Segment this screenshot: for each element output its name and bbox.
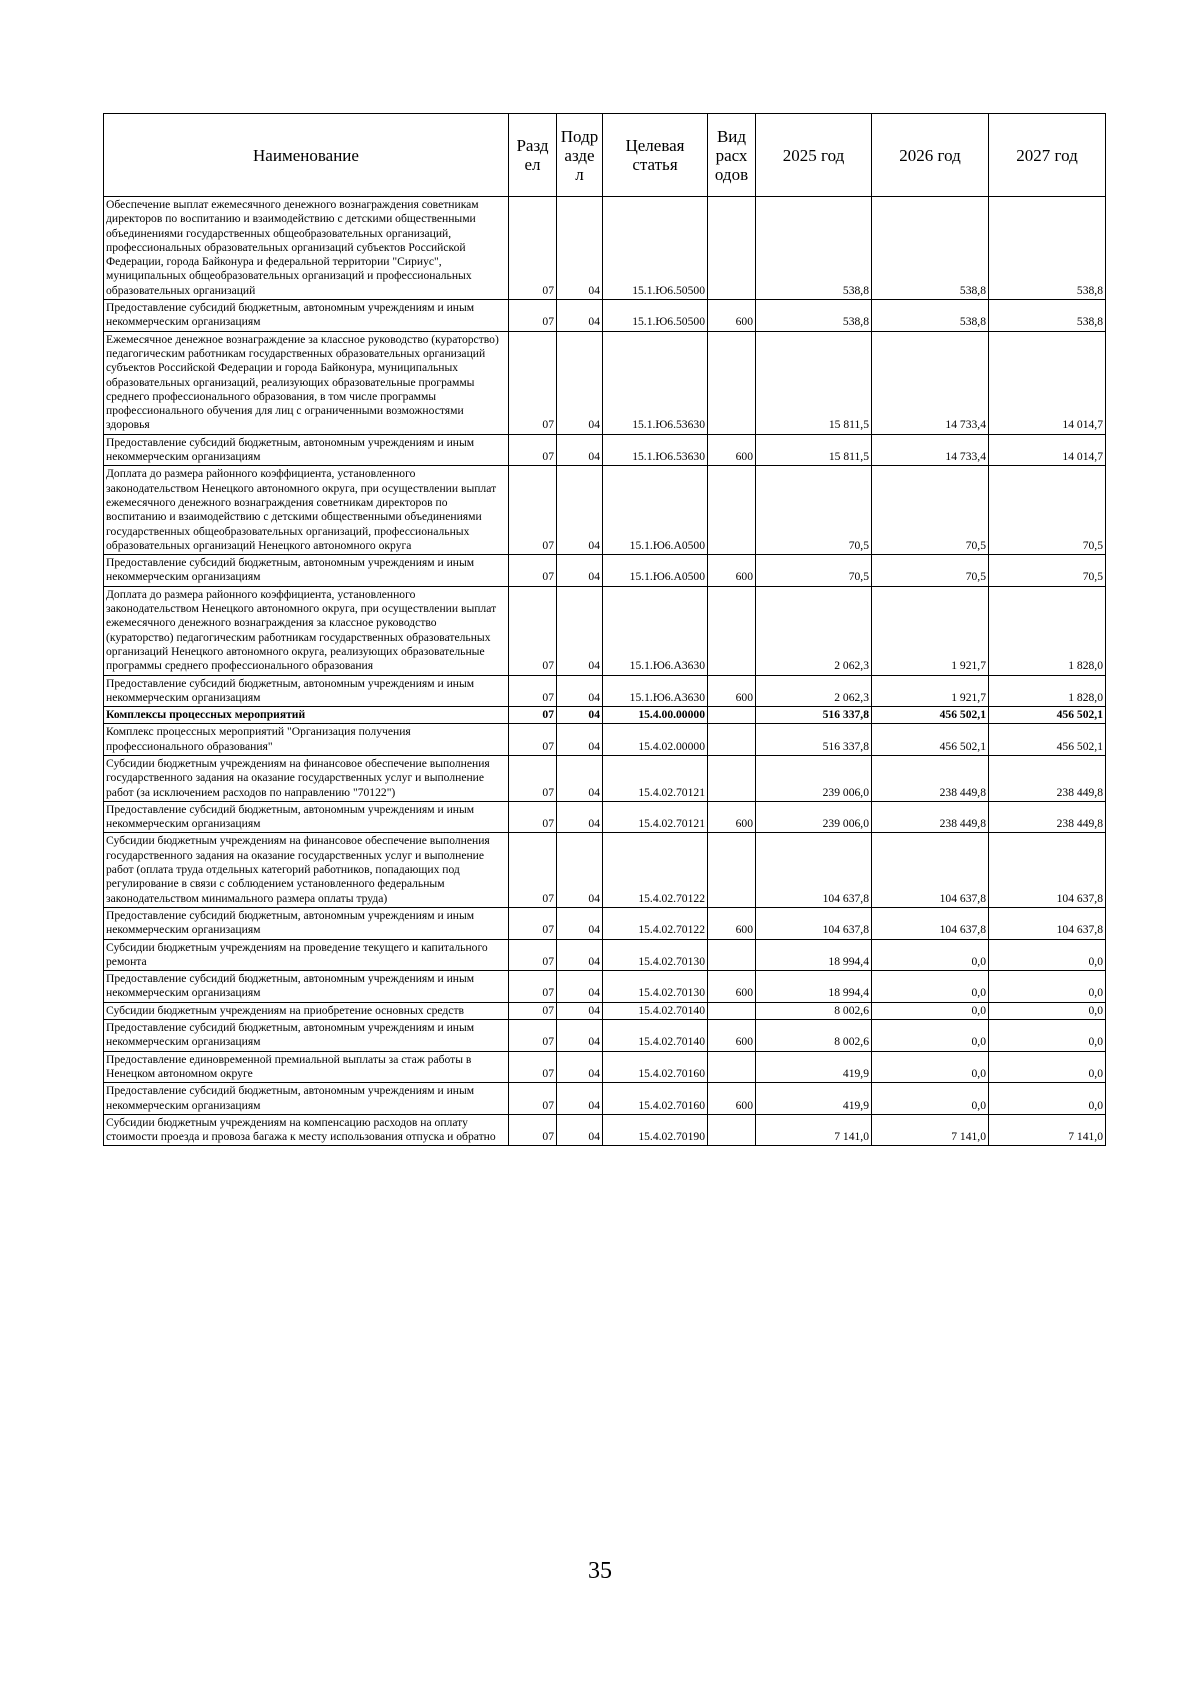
- cell-target: 15.1.Ю6.А3630: [603, 675, 708, 707]
- cell-target: 15.1.Ю6.50500: [603, 300, 708, 332]
- cell-section: 07: [509, 586, 557, 675]
- cell-2025: 70,5: [756, 466, 872, 555]
- cell-section: 07: [509, 1002, 557, 1019]
- cell-name: Предоставление субсидий бюджетным, автономным учреждениям и иным некоммерческим организациям: [104, 1083, 509, 1115]
- table-row: [104, 907, 1106, 939]
- cell-subsection: 04: [557, 1002, 603, 1019]
- cell-name: Предоставление субсидий бюджетным, автономным учреждениям и иным некоммерческим организациям: [104, 971, 509, 1003]
- cell-2026: 0,0: [872, 1083, 989, 1115]
- cell-kind: 600: [708, 300, 756, 332]
- cell-section: 07: [509, 755, 557, 801]
- cell-name: Предоставление субсидий бюджетным, автономным учреждениям и иным некоммерческим организациям: [104, 555, 509, 587]
- cell-2025: 8 002,6: [756, 1020, 872, 1052]
- table-row: [104, 801, 1106, 833]
- cell-subsection: 04: [557, 971, 603, 1003]
- cell-kind: [708, 1114, 756, 1146]
- table-row: [104, 971, 1106, 1003]
- cell-2026: 7 141,0: [872, 1114, 989, 1146]
- cell-section: 07: [509, 707, 557, 724]
- table-row: [104, 1083, 1106, 1115]
- cell-subsection: 04: [557, 801, 603, 833]
- cell-2027: 0,0: [989, 1020, 1106, 1052]
- cell-2025: 15 811,5: [756, 331, 872, 434]
- cell-2025: 419,9: [756, 1083, 872, 1115]
- cell-subsection: 04: [557, 1083, 603, 1115]
- cell-2025: 239 006,0: [756, 801, 872, 833]
- cell-subsection: 04: [557, 1020, 603, 1052]
- cell-2025: 104 637,8: [756, 833, 872, 907]
- cell-2027: 0,0: [989, 1002, 1106, 1019]
- cell-name: Предоставление субсидий бюджетным, автономным учреждениям и иным некоммерческим организациям: [104, 675, 509, 707]
- cell-subsection: 04: [557, 331, 603, 434]
- cell-section: 07: [509, 801, 557, 833]
- cell-kind: 600: [708, 434, 756, 466]
- cell-subsection: 04: [557, 555, 603, 587]
- table-row: [104, 1114, 1106, 1146]
- cell-section: 07: [509, 833, 557, 907]
- cell-2027: 456 502,1: [989, 724, 1106, 756]
- cell-kind: [708, 724, 756, 756]
- cell-target: 15.4.02.70140: [603, 1020, 708, 1052]
- table-row: [104, 1020, 1106, 1052]
- cell-2025: 538,8: [756, 300, 872, 332]
- cell-target: 15.4.02.70160: [603, 1051, 708, 1083]
- cell-target: 15.4.02.70130: [603, 939, 708, 971]
- cell-2025: 538,8: [756, 197, 872, 300]
- cell-name: Предоставление субсидий бюджетным, автономным учреждениям и иным некоммерческим организациям: [104, 434, 509, 466]
- cell-section: 07: [509, 1020, 557, 1052]
- cell-subsection: 04: [557, 1051, 603, 1083]
- cell-subsection: 04: [557, 755, 603, 801]
- cell-name: Предоставление единовременной премиальной выплаты за стаж работы в Ненецком автономном округе: [104, 1051, 509, 1083]
- cell-2026: 456 502,1: [872, 724, 989, 756]
- cell-name: Предоставление субсидий бюджетным, автономным учреждениям и иным некоммерческим организациям: [104, 1020, 509, 1052]
- table-row: [104, 434, 1106, 466]
- cell-kind: 600: [708, 555, 756, 587]
- header-2026: 2026 год: [872, 114, 989, 197]
- cell-2027: 1 828,0: [989, 586, 1106, 675]
- cell-2025: 2 062,3: [756, 586, 872, 675]
- cell-section: 07: [509, 331, 557, 434]
- cell-2026: 0,0: [872, 1051, 989, 1083]
- cell-target: 15.4.02.70122: [603, 907, 708, 939]
- cell-2026: 1 921,7: [872, 675, 989, 707]
- cell-2025: 18 994,4: [756, 939, 872, 971]
- cell-kind: 600: [708, 1083, 756, 1115]
- cell-2026: 14 733,4: [872, 331, 989, 434]
- cell-2027: 14 014,7: [989, 331, 1106, 434]
- cell-name: Субсидии бюджетным учреждениям на приобретение основных средств: [104, 1002, 509, 1019]
- cell-subsection: 04: [557, 586, 603, 675]
- cell-kind: 600: [708, 801, 756, 833]
- cell-2026: 0,0: [872, 971, 989, 1003]
- cell-section: 07: [509, 197, 557, 300]
- cell-2025: 104 637,8: [756, 907, 872, 939]
- cell-2027: 0,0: [989, 1051, 1106, 1083]
- cell-2027: 0,0: [989, 1083, 1106, 1115]
- cell-2025: 2 062,3: [756, 675, 872, 707]
- table-row: [104, 1051, 1106, 1083]
- table-row: [104, 197, 1106, 300]
- cell-2025: 419,9: [756, 1051, 872, 1083]
- table-header-row: [104, 114, 1106, 197]
- cell-2026: 538,8: [872, 197, 989, 300]
- cell-subsection: 04: [557, 466, 603, 555]
- cell-2026: 456 502,1: [872, 707, 989, 724]
- table-row: [104, 331, 1106, 434]
- cell-target: 15.4.00.00000: [603, 707, 708, 724]
- cell-kind: 600: [708, 1020, 756, 1052]
- cell-2027: 7 141,0: [989, 1114, 1106, 1146]
- cell-2026: 238 449,8: [872, 801, 989, 833]
- cell-subsection: 04: [557, 197, 603, 300]
- cell-subsection: 04: [557, 833, 603, 907]
- cell-subsection: 04: [557, 907, 603, 939]
- cell-2027: 538,8: [989, 300, 1106, 332]
- cell-target: 15.1.Ю6.53630: [603, 434, 708, 466]
- cell-2026: 70,5: [872, 555, 989, 587]
- header-2027: 2027 год: [989, 114, 1106, 197]
- header-subsection: Подр азде л: [557, 114, 603, 197]
- cell-2027: 0,0: [989, 939, 1106, 971]
- cell-2025: 15 811,5: [756, 434, 872, 466]
- cell-section: 07: [509, 1051, 557, 1083]
- cell-2027: 0,0: [989, 971, 1106, 1003]
- cell-target: 15.1.Ю6.А0500: [603, 555, 708, 587]
- cell-2027: 238 449,8: [989, 801, 1106, 833]
- cell-kind: [708, 331, 756, 434]
- cell-2025: 8 002,6: [756, 1002, 872, 1019]
- cell-name: Доплата до размера районного коэффициента, установленного законодательством Ненецкого автономного округа, при осуществлении выплат ежемесячного денежного вознаграждения за классное руководство (кураторство) педагогическим работникам государственных образовательных организаций Ненецкого автономного округа, реализующих образовательные программы среднего профессионального образования: [104, 586, 509, 675]
- header-2025: 2025 год: [756, 114, 872, 197]
- table-row: [104, 755, 1106, 801]
- cell-subsection: 04: [557, 300, 603, 332]
- cell-name: Предоставление субсидий бюджетным, автономным учреждениям и иным некоммерческим организациям: [104, 801, 509, 833]
- cell-target: 15.4.02.00000: [603, 724, 708, 756]
- cell-target: 15.4.02.70130: [603, 971, 708, 1003]
- cell-section: 07: [509, 1114, 557, 1146]
- cell-name: Обеспечение выплат ежемесячного денежного вознаграждения советникам директоров по воспитанию и взаимодействию с детскими общественными объединениями государственных общеобразовательных организаций, профессиональных образовательных организаций субъектов Российской Федерации, города Байконура и федеральной территории "Сириус", муниципальных общеобразовательных организаций и профессиональных образовательных организаций: [104, 197, 509, 300]
- cell-kind: [708, 707, 756, 724]
- table-row: [104, 1002, 1106, 1019]
- cell-kind: [708, 939, 756, 971]
- cell-2027: 1 828,0: [989, 675, 1106, 707]
- cell-2025: 516 337,8: [756, 707, 872, 724]
- table-row: [104, 586, 1106, 675]
- cell-section: 07: [509, 300, 557, 332]
- header-section: Разд ел: [509, 114, 557, 197]
- cell-kind: [708, 197, 756, 300]
- table-row: [104, 724, 1106, 756]
- cell-2025: 239 006,0: [756, 755, 872, 801]
- header-kind: Вид расх одов: [708, 114, 756, 197]
- cell-2027: 14 014,7: [989, 434, 1106, 466]
- cell-2026: 0,0: [872, 1020, 989, 1052]
- cell-2027: 538,8: [989, 197, 1106, 300]
- cell-name: Субсидии бюджетным учреждениям на компенсацию расходов на оплату стоимости проезда и провоза багажа к месту использования отпуска и обратно: [104, 1114, 509, 1146]
- table-row: [104, 300, 1106, 332]
- table-row: [104, 939, 1106, 971]
- cell-2026: 0,0: [872, 1002, 989, 1019]
- cell-2026: 538,8: [872, 300, 989, 332]
- table-row: [104, 466, 1106, 555]
- cell-2027: 238 449,8: [989, 755, 1106, 801]
- cell-2026: 104 637,8: [872, 833, 989, 907]
- cell-kind: [708, 755, 756, 801]
- cell-section: 07: [509, 971, 557, 1003]
- cell-name: Предоставление субсидий бюджетным, автономным учреждениям и иным некоммерческим организациям: [104, 300, 509, 332]
- cell-2026: 104 637,8: [872, 907, 989, 939]
- cell-section: 07: [509, 1083, 557, 1115]
- cell-2025: 70,5: [756, 555, 872, 587]
- budget-table: [103, 113, 1106, 1146]
- cell-kind: [708, 1002, 756, 1019]
- cell-2026: 1 921,7: [872, 586, 989, 675]
- cell-target: 15.4.02.70140: [603, 1002, 708, 1019]
- cell-target: 15.1.Ю6.А3630: [603, 586, 708, 675]
- cell-name: Комплексы процессных мероприятий: [104, 707, 509, 724]
- cell-name: Субсидии бюджетным учреждениям на проведение текущего и капитального ремонта: [104, 939, 509, 971]
- cell-target: 15.4.02.70122: [603, 833, 708, 907]
- cell-2027: 70,5: [989, 466, 1106, 555]
- table-row: [104, 555, 1106, 587]
- table-row: [104, 707, 1106, 724]
- cell-name: Доплата до размера районного коэффициента, установленного законодательством Ненецкого автономного округа, при осуществлении выплат ежемесячного денежного вознаграждения советникам директоров по воспитанию и взаимодействию с детскими общественными объединениями государственных общеобразовательных организаций, профессиональных образовательных организаций Ненецкого автономного округа: [104, 466, 509, 555]
- cell-name: Предоставление субсидий бюджетным, автономным учреждениям и иным некоммерческим организациям: [104, 907, 509, 939]
- cell-subsection: 04: [557, 724, 603, 756]
- cell-subsection: 04: [557, 1114, 603, 1146]
- cell-kind: [708, 586, 756, 675]
- cell-kind: [708, 1051, 756, 1083]
- cell-target: 15.1.Ю6.А0500: [603, 466, 708, 555]
- cell-name: Комплекс процессных мероприятий "Организация получения профессионального образования": [104, 724, 509, 756]
- cell-subsection: 04: [557, 707, 603, 724]
- cell-target: 15.4.02.70160: [603, 1083, 708, 1115]
- table-body: [104, 197, 1106, 1146]
- cell-section: 07: [509, 907, 557, 939]
- cell-section: 07: [509, 434, 557, 466]
- cell-section: 07: [509, 675, 557, 707]
- cell-2026: 238 449,8: [872, 755, 989, 801]
- cell-2026: 70,5: [872, 466, 989, 555]
- cell-target: 15.1.Ю6.50500: [603, 197, 708, 300]
- cell-subsection: 04: [557, 939, 603, 971]
- cell-2027: 70,5: [989, 555, 1106, 587]
- cell-kind: 600: [708, 971, 756, 1003]
- table-row: [104, 675, 1106, 707]
- cell-subsection: 04: [557, 675, 603, 707]
- table-row: [104, 833, 1106, 907]
- cell-name: Субсидии бюджетным учреждениям на финансовое обеспечение выполнения государственного задания на оказание государственных услуг и выполнение работ (за исключением расходов по направлению "70122"): [104, 755, 509, 801]
- page-number: 35: [588, 1558, 612, 1584]
- cell-target: 15.1.Ю6.53630: [603, 331, 708, 434]
- cell-2027: 456 502,1: [989, 707, 1106, 724]
- cell-section: 07: [509, 555, 557, 587]
- cell-subsection: 04: [557, 434, 603, 466]
- cell-2025: 7 141,0: [756, 1114, 872, 1146]
- header-name: Наименование: [104, 114, 509, 197]
- cell-target: 15.4.02.70190: [603, 1114, 708, 1146]
- cell-2026: 0,0: [872, 939, 989, 971]
- cell-section: 07: [509, 724, 557, 756]
- cell-name: Субсидии бюджетным учреждениям на финансовое обеспечение выполнения государственного задания на оказание государственных услуг и выполнение работ (оплата труда отдельных категорий работников, попадающих под регулирование в связи с соблюдением установленного федеральным законодательством минимального размера оплаты труда): [104, 833, 509, 907]
- header-target: Целевая статья: [603, 114, 708, 197]
- cell-target: 15.4.02.70121: [603, 801, 708, 833]
- cell-2025: 516 337,8: [756, 724, 872, 756]
- cell-name: Ежемесячное денежное вознаграждение за классное руководство (кураторство) педагогическим работникам государственных образовательных организаций субъектов Российской Федерации и города Байконура, муниципальных образовательных организаций, реализующих образовательные программы среднего профессионального образования, в том числе программы профессионального обучения для лиц с ограниченными возможностями здоровья: [104, 331, 509, 434]
- cell-2025: 18 994,4: [756, 971, 872, 1003]
- cell-kind: [708, 466, 756, 555]
- cell-kind: 600: [708, 907, 756, 939]
- cell-2027: 104 637,8: [989, 833, 1106, 907]
- cell-section: 07: [509, 939, 557, 971]
- cell-2027: 104 637,8: [989, 907, 1106, 939]
- cell-target: 15.4.02.70121: [603, 755, 708, 801]
- cell-section: 07: [509, 466, 557, 555]
- cell-kind: [708, 833, 756, 907]
- cell-2026: 14 733,4: [872, 434, 989, 466]
- cell-kind: 600: [708, 675, 756, 707]
